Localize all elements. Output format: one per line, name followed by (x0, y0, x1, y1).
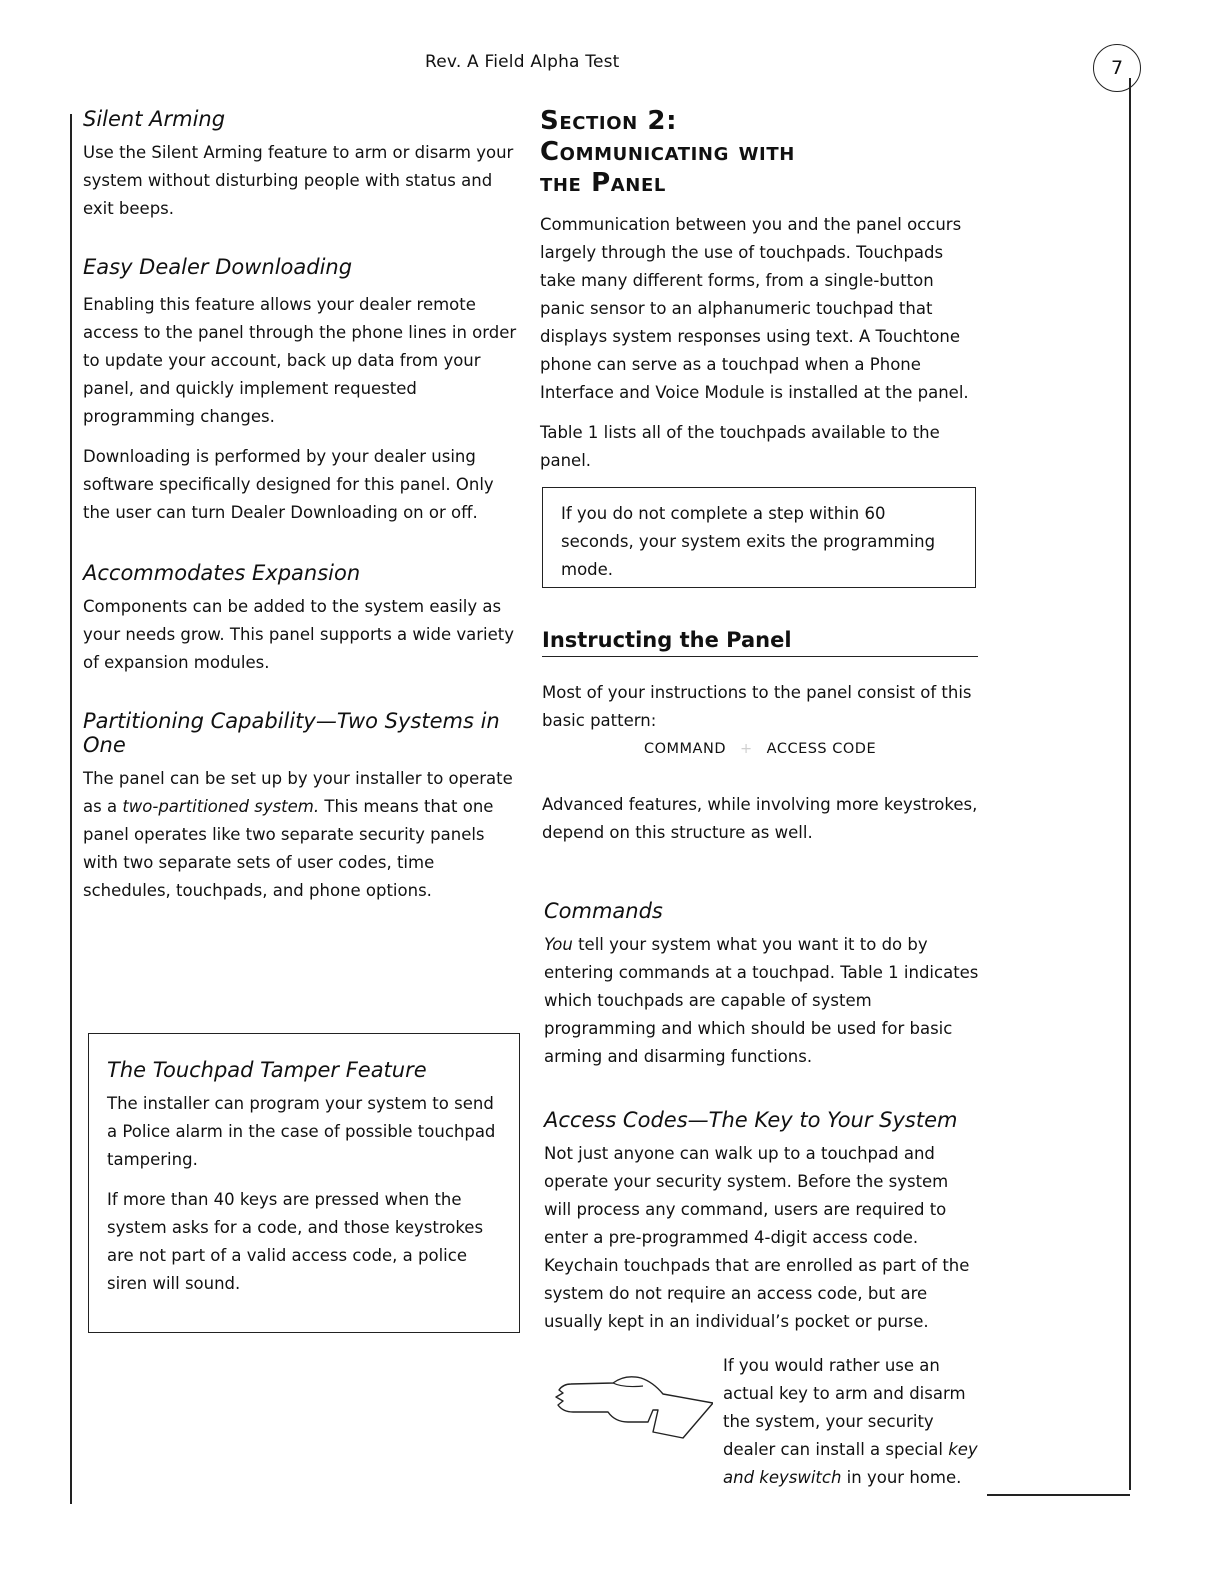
access-codes-body: Not just anyone can walk up to a touchpad and operate your security system. Before the system will process any command, users are required to enter a pre-programmed 4-digit access code. Keychain touchpads that are enrolled as part of the system do not require an access code, but are usually kept in an individual’s pocket or purse. (544, 1144, 970, 1331)
commands-body-text: tell your system what you want it to do by entering commands at a touchpad. Table 1 indicates which touchpads are capable of system programming and which should be used for basic arming and disarming functions. (544, 935, 979, 1066)
keyswitch-italic: key and keyswitch (723, 1440, 978, 1487)
tamper-body-1: The installer can program your system to send a Police alarm in the case of possible touchpad tampering. (107, 1094, 496, 1169)
keyswitch-paragraph (723, 1352, 981, 1492)
table-reference: Table 1 lists all of the touchpads available to the panel. (540, 423, 940, 470)
partitioning-heading: Partitioning Capability—Two Systems in One (83, 709, 500, 757)
section-title-line-2: Communicating with (540, 137, 795, 167)
instructing-section (542, 628, 978, 847)
commands-body (544, 931, 980, 1071)
left-column (83, 107, 523, 905)
tamper-heading: The Touchpad Tamper Feature (107, 1058, 427, 1082)
commands-heading: Commands (544, 899, 663, 923)
instructing-body: Most of your instructions to the panel consist of this basic pattern: (542, 683, 972, 730)
expansion-body: Components can be added to the system easily as your needs grow. This panel supports a wide variety of expansion modules. (83, 597, 514, 672)
right-column (540, 106, 980, 475)
pattern-command: COMMAND (644, 741, 726, 757)
tamper-body-2: If more than 40 keys are pressed when the system asks for a code, and those keystrokes are not part of a valid access code, a police siren will sound. (107, 1190, 484, 1293)
bottom-right-rule (987, 1494, 1130, 1496)
section-title-line-1: Section 2: (540, 106, 678, 136)
access-codes-heading: Access Codes—The Key to Your System (544, 1108, 958, 1132)
left-margin-rule (70, 114, 72, 1504)
partitioning-body-post: This means that one panel operates like two separate security panels with two separate sets of user codes, time schedules, touchpads, and phone options. (83, 797, 494, 900)
command-pattern (542, 741, 978, 757)
access-codes-section (544, 1108, 980, 1336)
keyswitch-paragraph-wrap (723, 1352, 981, 1492)
keyswitch-pre: If you would rather use an actual key to arm and disarm the system, your security dealer can install a special (723, 1356, 966, 1459)
easy-dealer-heading: Easy Dealer Downloading (83, 255, 353, 279)
keyswitch-post: in your home. (841, 1468, 962, 1487)
tamper-feature-box (88, 1033, 520, 1333)
easy-dealer-body-1: Enabling this feature allows your dealer remote access to the panel through the phone lines in order to update your account, back up data from your panel, and quickly implement requested programming changes. (83, 295, 517, 426)
right-margin-rule (1129, 78, 1131, 1490)
commands-body-italic: You (544, 935, 573, 954)
easy-dealer-body-2: Downloading is performed by your dealer using software specifically designed for this panel. Only the user can turn Dealer Downloading on or off. (83, 447, 494, 522)
partitioning-body (83, 765, 523, 905)
pattern-plus: + (740, 741, 753, 757)
section-intro: Communication between you and the panel occurs largely through the use of touchpads. Touchpads take many different forms, from a single-button panic sensor to an alphanumeric touchpad that displays system responses using text. A Touchtone phone can serve as a touchpad when a Phone Interface and Voice Module is installed at the panel. (540, 215, 969, 402)
expansion-heading: Accommodates Expansion (83, 561, 361, 585)
instructing-advanced: Advanced features, while involving more keystrokes, depend on this structure as well. (542, 795, 978, 842)
page-number: 7 (1093, 44, 1141, 92)
timeout-note-box (542, 487, 976, 588)
silent-arming-heading: Silent Arming (83, 107, 226, 131)
key-icon (553, 1370, 713, 1445)
pattern-access-code: ACCESS CODE (766, 741, 877, 757)
silent-arming-body: Use the Silent Arming feature to arm or disarm your system without disturbing people with status and exit beeps. (83, 143, 514, 218)
instructing-heading: Instructing the Panel (542, 628, 978, 657)
running-header: Rev. A Field Alpha Test (425, 52, 620, 72)
timeout-note-text: If you do not complete a step within 60 seconds, your system exits the programming mode. (561, 504, 936, 579)
section-title-line-3: the Panel (540, 168, 666, 198)
partitioning-body-pre: The panel can be set up by your installer to operate as a (83, 769, 513, 816)
partitioning-body-italic: two-partitioned system. (122, 797, 320, 816)
commands-section (544, 899, 980, 1071)
